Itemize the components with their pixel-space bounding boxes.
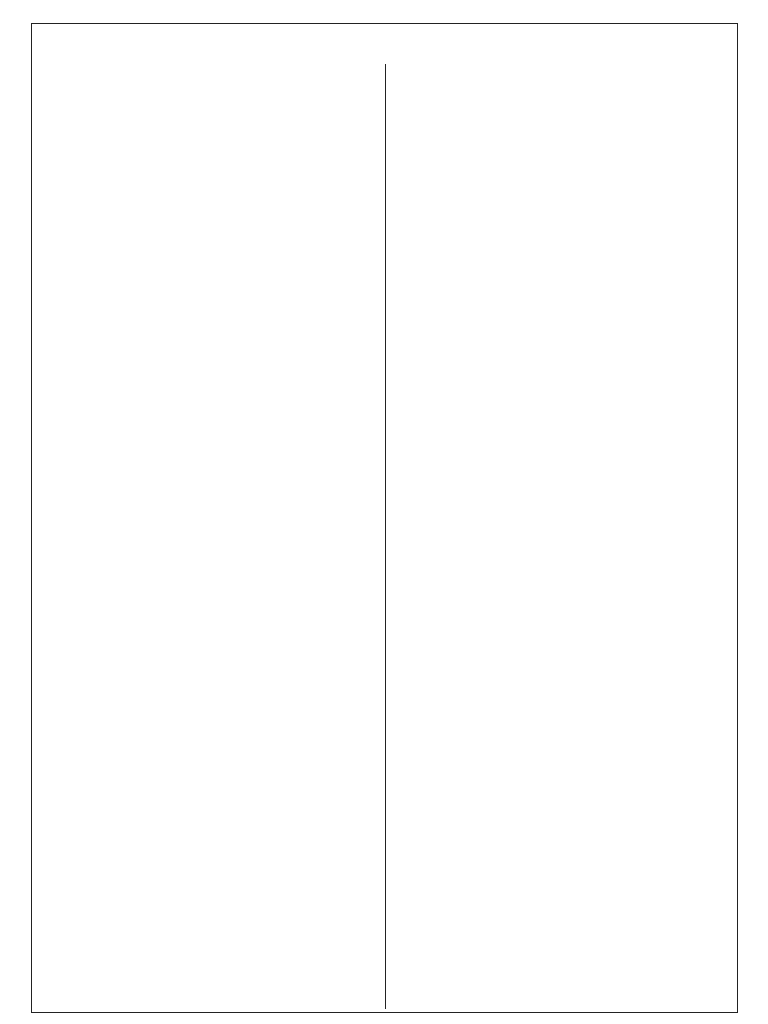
column-divider [385, 64, 386, 1009]
worksheet-page [31, 23, 738, 1013]
left-column [44, 61, 362, 71]
